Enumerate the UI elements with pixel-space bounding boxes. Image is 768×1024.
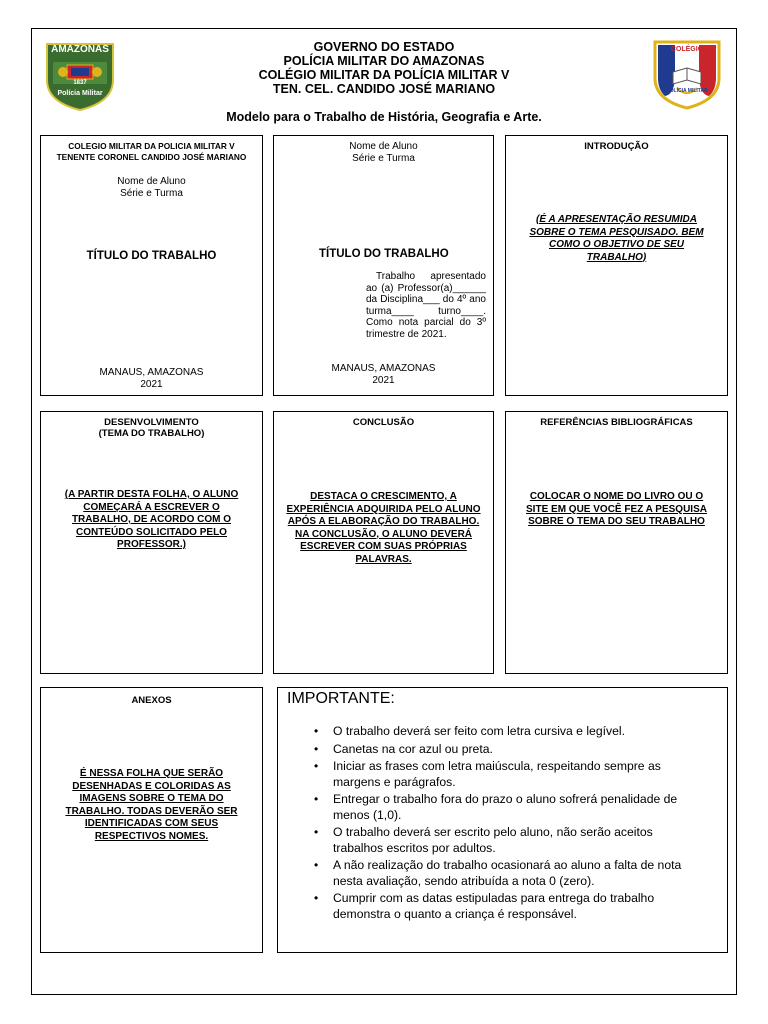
header-line-3: COLÉGIO MILITAR DA POLÍCIA MILITAR V: [258, 68, 510, 82]
list-item: • Entregar o trabalho fora do prazo o aluno sofrerá penalidade de menos (1,0).: [308, 792, 703, 823]
cover-student-name: Nome de Aluno: [117, 176, 186, 187]
logo-left-bottom-text: Polícia Militar: [57, 90, 103, 97]
document-subtitle: Modelo para o Trabalho de História, Geografia e Arte.: [226, 110, 542, 124]
cover-class: Série e Turma: [120, 188, 183, 199]
conclusao-box: [273, 411, 494, 674]
title-page-box: [273, 135, 494, 396]
cover-title: TÍTULO DO TRABALHO: [86, 250, 217, 262]
anexos-heading: ANEXOS: [131, 695, 172, 706]
logo-left-top-text: AMAZONAS: [51, 44, 109, 55]
list-item: • A não realização do trabalho ocasionará ao aluno a falta de nota nesta avaliação, sendo atribuída a nota 0 (zero).: [308, 858, 703, 889]
title-page-student-name: Nome de Aluno: [349, 141, 418, 152]
title-page-year: 2021: [372, 375, 395, 386]
importante-box: [277, 687, 728, 953]
list-item: • Canetas na cor azul ou preta.: [308, 742, 703, 758]
conclusao-heading: CONCLUSÃO: [352, 417, 415, 428]
cover-page-box: [40, 135, 263, 396]
title-page-title: TÍTULO DO TRABALHO: [319, 248, 449, 260]
importante-list: [308, 724, 703, 924]
introducao-heading: INTRODUÇÃO: [584, 141, 649, 152]
header-line-1: GOVERNO DO ESTADO: [313, 40, 455, 54]
referencias-body: COLOCAR O NOME DO LIVRO OU O SITE EM QUE VOCÊ FEZ A PESQUISA SOBRE O TEMA DO SEU TRABALHO: [526, 491, 707, 527]
cover-year: 2021: [140, 379, 163, 390]
desenvolvimento-box: [40, 411, 263, 674]
referencias-box: [505, 411, 728, 674]
introducao-box: [505, 135, 728, 396]
desenvolvimento-body: (A PARTIR DESTA FOLHA, O ALUNO COMEÇARÁ A ESCREVER O TRABALHO, DE ACORDO COM O CONTEÚDO SOLICITADO PELO PROFESSOR.): [64, 489, 239, 550]
logo-right-top-text: COLÉGIO: [670, 46, 704, 53]
header-line-2: POLÍCIA MILITAR DO AMAZONAS: [283, 54, 485, 68]
header-line-4: TEN. CEL. CANDIDO JOSÉ MARIANO: [272, 82, 496, 96]
importante-heading: IMPORTANTE:: [287, 690, 395, 707]
conclusao-body: DESTACA O CRESCIMENTO, A EXPERIÊNCIA ADQUIRIDA PELO ALUNO APÓS A ELABORAÇÃO DO TRABALHO. NA CONCLUSÃO, O ALUNO DEVERÁ ESCREVER COM SUAS PRÓPRIAS PALAVRAS.: [286, 491, 481, 565]
referencias-heading: REFERÊNCIAS BIBLIOGRÁFICAS: [540, 417, 693, 428]
list-item: • Iniciar as frases com letra maiúscula, respeitando sempre as margens e parágrafos.: [308, 759, 703, 790]
title-page-description: Trabalho apresentado ao (a) Professor(a)______ da Disciplina___ do 4º ano turma____ turno____. Como nota parcial do 3º trimestre de 2021.: [366, 271, 486, 340]
title-page-city: MANAUS, AMAZONAS: [331, 363, 436, 374]
desenvolvimento-subheading: (TEMA DO TRABALHO): [98, 428, 205, 439]
list-item: • Cumprir com as datas estipuladas para entrega do trabalho demonstra o quanto a criança é responsável.: [308, 891, 703, 922]
introducao-body: (É A APRESENTAÇÃO RESUMIDA SOBRE O TEMA PESQUISADO. BEM COMO O OBJETIVO DE SEU TRABALHO): [529, 214, 704, 263]
cover-school-line-1: COLEGIO MILITAR DA POLICIA MILITAR V: [68, 141, 235, 151]
title-page-class: Série e Turma: [352, 153, 415, 164]
logo-right-bottom-text: POLÍCIA MILITAR: [666, 88, 708, 94]
cover-school-line-2: TENENTE CORONEL CANDIDO JOSÉ MARIANO: [56, 152, 247, 162]
logo-left-year: 1837: [73, 80, 87, 86]
list-item: • O trabalho deverá ser feito com letra cursiva e legível.: [308, 724, 703, 740]
anexos-body: É NESSA FOLHA QUE SERÃO DESENHADAS E COLORIDAS AS IMAGENS SOBRE O TEMA DO TRABALHO. TODAS DEVERÃO SER IDENTIFICADAS COM SEUS RESPECTIVOS NOMES.: [65, 768, 238, 842]
document-header: [0, 40, 768, 96]
list-item: • O trabalho deverá ser escrito pelo aluno, não serão aceitos trabalhos escritos por adultos.: [308, 825, 703, 856]
anexos-box: [40, 687, 263, 953]
cover-city: MANAUS, AMAZONAS: [99, 367, 204, 378]
desenvolvimento-heading: DESENVOLVIMENTO: [104, 417, 199, 428]
